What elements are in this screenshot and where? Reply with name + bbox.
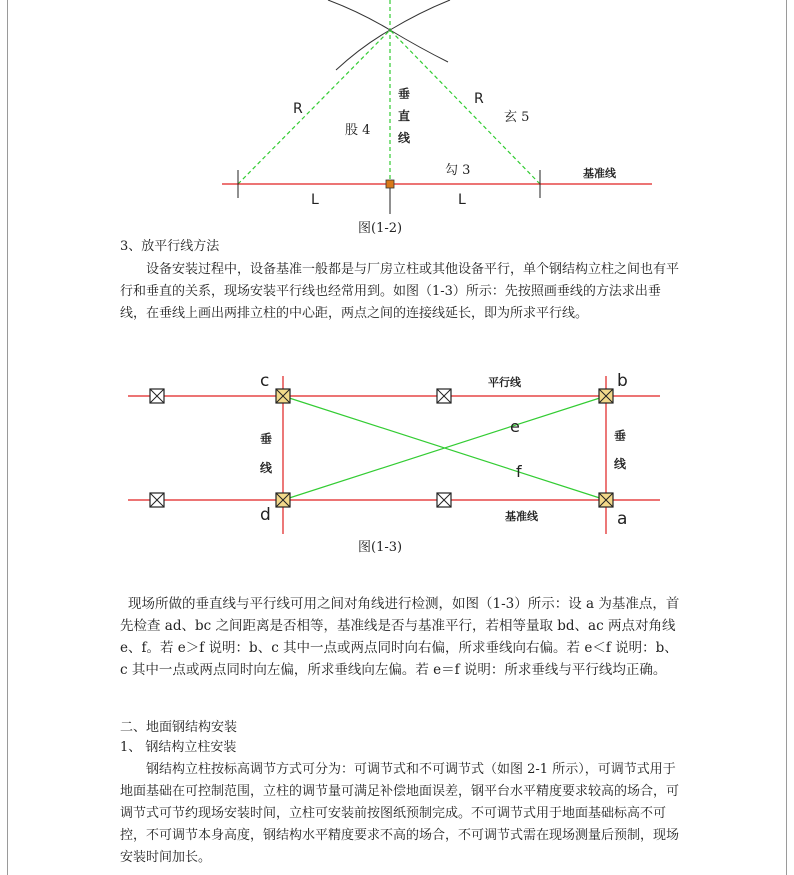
column-marker-bottom-1: [150, 493, 164, 507]
label-c: c: [260, 371, 270, 391]
label-a: a: [617, 509, 628, 529]
column-marker-b: [599, 389, 613, 403]
label-r-left: R: [293, 101, 303, 117]
label-r-right: R: [474, 91, 484, 107]
label-vertical-2: 直: [398, 109, 411, 123]
label-b: b: [617, 371, 628, 391]
column-marker-a: [599, 493, 613, 507]
label-gu: 股 4: [345, 123, 371, 138]
section-two-subheading: 1、 钢结构立柱安装: [120, 740, 237, 755]
label-xian: 玄 5: [504, 110, 530, 125]
label-vertical-3: 线: [398, 131, 411, 145]
figure-1-2-caption: 图(1-2): [358, 221, 403, 236]
label-vertical-right-1: 垂: [614, 429, 627, 443]
label-gou: 勾 3: [445, 163, 471, 178]
column-marker-bottom-3: [437, 493, 451, 507]
label-vertical-left-2: 线: [260, 461, 273, 475]
label-vertical-1: 垂: [398, 87, 411, 101]
column-marker-top-1: [150, 389, 164, 403]
label-parallel-line: 平行线: [488, 376, 521, 389]
section-two-heading: 二、地面钢结构安装: [120, 720, 238, 735]
label-l-left: L: [311, 192, 319, 208]
label-d: d: [260, 505, 271, 525]
column-marker-d: [276, 493, 290, 507]
column-marker-c: [276, 389, 290, 403]
label-vertical-right-2: 线: [614, 457, 627, 471]
label-baseline-1-3: 基准线: [505, 510, 538, 523]
section-3-paragraph: 设备安装过程中，设备基准一般都是与厂房立柱或其他设备平行，单个钢结构立柱之间也有平行和垂直的关系，现场安装平行线也经常用到。如图（1-3）所示：先按照画垂线的方法求出垂线，在垂线上画出两排立柱的中心距，两点之间的连接线延长，即为所求平行线。: [120, 262, 680, 321]
label-e: e: [510, 417, 520, 436]
label-vertical-left-1: 垂: [260, 432, 273, 446]
label-baseline: 基准线: [583, 167, 616, 180]
label-l-right: L: [458, 192, 466, 208]
label-f: f: [516, 462, 522, 481]
figure-1-3-caption: 图(1-3): [358, 540, 403, 555]
section-3-heading: 3、放平行线方法: [120, 239, 220, 254]
check-paragraph: 现场所做的垂直线与平行线可用之间对角线进行检测，如图（1-3）所示：设 a 为基准点，首先检查 ad、bc 之间距离是否相等，基准线是否与基准平行，若相等量取 bd、ac 两点对角线 e、f。若 e＞f 说明：b、c 其中一点或两点同时向右偏，所求垂线向右偏。若 e＜f 说明：b、c 其中一点或两点同时向左偏，所求垂线向左偏。若 e＝f 说明：所求垂线与平行线均正确。: [120, 596, 680, 678]
column-marker-top-3: [437, 389, 451, 403]
section-two-paragraph: 钢结构立柱按标高调节方式可分为：可调节式和不可调节式（如图 2-1 所示），可调节式用于地面基础在可控制范围，立柱的调节量可满足补偿地面误差，钢平台水平精度要求较高的场合，可调节式可节约现场安装时间，立柱可安装前按图纸预制完成。不可调节式用于地面基础标高不可控，不可调节本身高度，钢结构水平精度要求不高的场合，不可调节式需在现场测量后预制，现场安装时间加长。: [120, 762, 680, 865]
